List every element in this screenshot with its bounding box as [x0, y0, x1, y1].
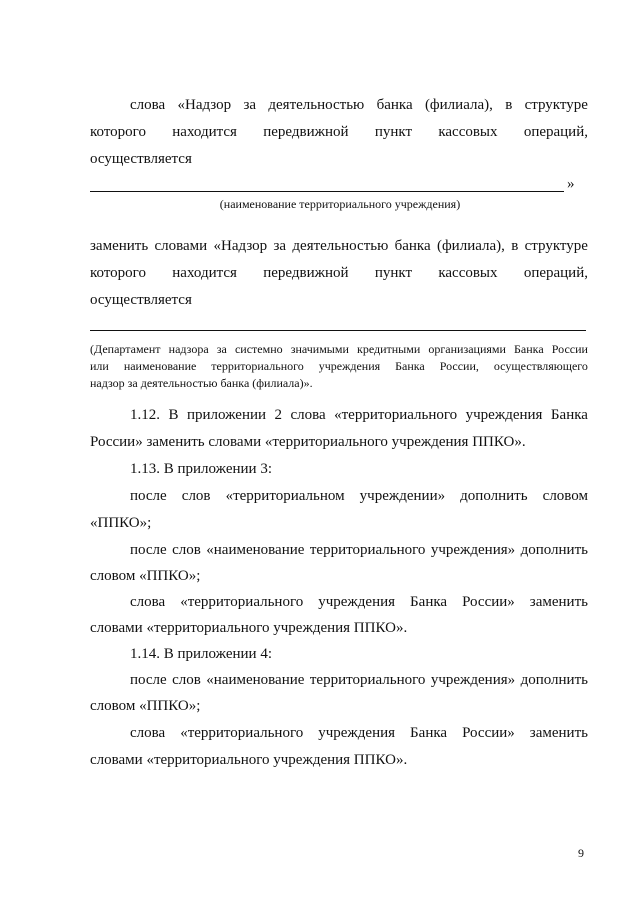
word: «наименование — [206, 542, 305, 558]
word: операций, — [523, 265, 588, 281]
word: структуре — [524, 238, 588, 254]
word: деятельностью — [292, 238, 389, 254]
word: Банка — [550, 407, 588, 423]
word: за — [243, 97, 257, 113]
word: (Департамент — [90, 342, 161, 356]
word: России» — [462, 725, 515, 741]
word: после — [130, 672, 167, 688]
blank-caption-2-line2 — [90, 358, 588, 374]
blank-line-1 — [90, 191, 564, 192]
word: за — [273, 238, 287, 254]
word: за — [216, 342, 227, 356]
word: заменить — [529, 725, 588, 741]
word: «Надзор — [177, 97, 232, 113]
page-number: 9 — [578, 846, 584, 860]
word: после — [130, 542, 167, 558]
word: передвижной — [263, 124, 349, 140]
word: заменить — [90, 238, 149, 254]
word: учреждения — [465, 407, 543, 423]
word: которого — [90, 124, 146, 140]
para-1-14-a-line1 — [130, 670, 588, 690]
word: территориального — [309, 672, 426, 688]
word: «территориальном — [225, 488, 345, 504]
word: дополнить — [520, 672, 588, 688]
word: учреждения» — [430, 542, 516, 558]
word: структуре — [524, 97, 588, 113]
word: пункт — [374, 265, 413, 281]
word: России» — [462, 594, 515, 610]
word: дополнить — [520, 542, 588, 558]
word: (филиала), — [424, 97, 493, 113]
word: приложении — [186, 407, 267, 423]
word: пункт — [374, 124, 413, 140]
para-1-14-b-line2: словами «территориального учреждения ППКО». — [90, 752, 408, 768]
word: учреждения — [318, 725, 396, 741]
word: кредитными — [356, 342, 421, 356]
para-1-13-b-line1 — [130, 540, 588, 560]
word: учреждения — [318, 359, 381, 373]
para-1-12-line1 — [130, 405, 588, 425]
word: организациями — [428, 342, 506, 356]
block2-line2 — [90, 263, 588, 283]
blank-line-2 — [90, 330, 586, 331]
word: (филиала), — [436, 238, 505, 254]
word: которого — [90, 265, 146, 281]
para-1-12-line2: России» заменить словами «территориального учреждения ППКО». — [90, 434, 526, 450]
word: «территориального — [334, 407, 458, 423]
word: 1.12. — [130, 407, 160, 423]
word: слова — [290, 407, 326, 423]
word: Банка — [410, 594, 448, 610]
word: 2 — [274, 407, 282, 423]
word: словами — [154, 238, 208, 254]
word: надзора — [168, 342, 209, 356]
word: банка — [394, 238, 431, 254]
word: заменить — [529, 594, 588, 610]
word: «наименование — [206, 672, 305, 688]
para-1-13-c-line1 — [130, 592, 588, 612]
para-1-13-c-line2: словами «территориального учреждения ППКО». — [90, 620, 408, 636]
blank-closing-quote: » — [567, 176, 575, 192]
word: передвижной — [263, 265, 349, 281]
word: «Надзор — [213, 238, 268, 254]
blank-caption-2-line3: надзор за деятельностью банка (филиала)». — [90, 376, 313, 390]
word: наименование — [123, 359, 197, 373]
word: кассовых — [438, 265, 498, 281]
word: учреждении» — [359, 488, 446, 504]
word: в — [511, 238, 519, 254]
word: после — [130, 488, 167, 504]
para-1-14-heading: 1.14. В приложении 4: — [130, 646, 272, 662]
word: слов — [172, 542, 201, 558]
word: слова — [130, 725, 166, 741]
block1-line1 — [130, 95, 588, 115]
para-1-14-b-line1 — [130, 723, 588, 743]
word: учреждения» — [430, 672, 516, 688]
word: банка — [376, 97, 413, 113]
word: слова — [130, 594, 166, 610]
word: территориального — [211, 359, 304, 373]
block2-line3: осуществляется — [90, 292, 192, 308]
word: дополнить — [460, 488, 528, 504]
word: слова — [130, 97, 166, 113]
word: системно — [234, 342, 283, 356]
word: России — [551, 342, 588, 356]
word: кассовых — [438, 124, 498, 140]
word: слов — [181, 488, 211, 504]
word: слов — [172, 672, 201, 688]
word: или — [90, 359, 109, 373]
para-1-13-a-line2: «ППКО»; — [90, 515, 152, 531]
blank-caption-2-line1 — [90, 341, 588, 357]
word: «территориального — [180, 725, 304, 741]
word: Банка — [395, 359, 425, 373]
blank-caption-1: (наименование территориального учреждения) — [219, 197, 461, 211]
word: России, — [439, 359, 479, 373]
word: В — [168, 407, 179, 423]
word: учреждения — [318, 594, 396, 610]
block1-line3: осуществляется — [90, 151, 192, 167]
word: деятельностью — [268, 97, 365, 113]
word: осуществляющего — [493, 359, 588, 373]
word: в — [505, 97, 513, 113]
word: территориального — [309, 542, 426, 558]
para-1-13-a-line1 — [130, 486, 588, 506]
para-1-14-a-line2: словом «ППКО»; — [90, 698, 201, 714]
para-1-13-b-line2: словом «ППКО»; — [90, 568, 201, 584]
block2-line1 — [90, 236, 588, 256]
word: находится — [172, 265, 237, 281]
word: значимыми — [290, 342, 349, 356]
word: находится — [172, 124, 237, 140]
word: Банка — [514, 342, 544, 356]
para-1-13-heading: 1.13. В приложении 3: — [130, 461, 272, 477]
word: Банка — [410, 725, 448, 741]
block1-line2 — [90, 122, 588, 142]
word: «территориального — [180, 594, 304, 610]
word: операций, — [523, 124, 588, 140]
word: словом — [542, 488, 588, 504]
